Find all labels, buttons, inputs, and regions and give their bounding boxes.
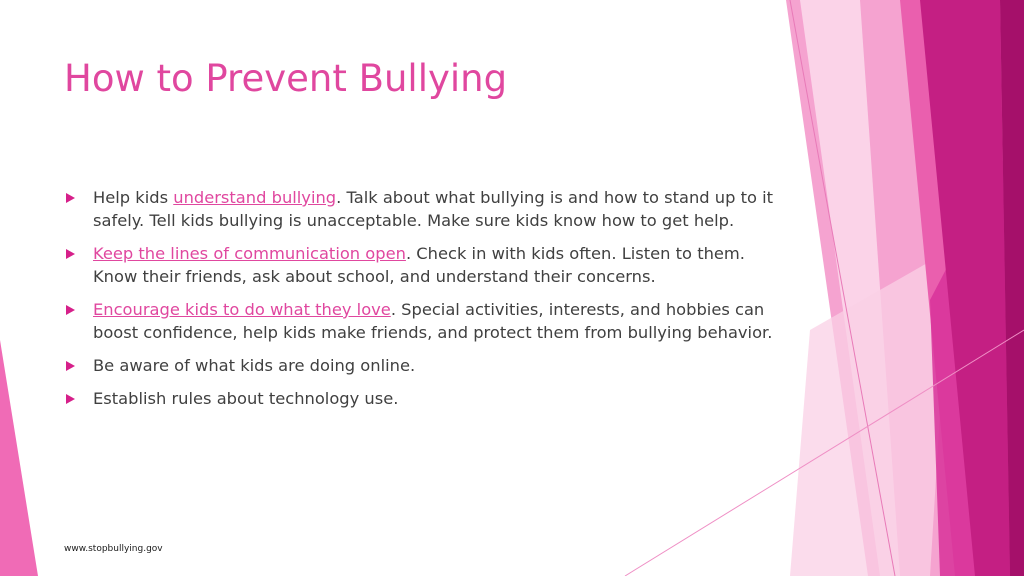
bullet-item [64,387,784,410]
bullet-text-after: . Talk about what bullying is and how to stand up to it safely. Tell kids bullying is unacceptable. Make sure kids know how to get help. [93,188,774,230]
link-keep-lines-of-communication-open[interactable]: Keep the lines of communication open [93,244,406,263]
triangle-bullet-icon [66,305,75,315]
bullet-text: Establish rules about technology use. [93,389,399,408]
footer-source: www.stopbullying.gov [64,544,163,554]
triangle-bullet-icon [66,361,75,371]
bullet-item [64,242,784,288]
left-edge-shape [0,340,38,576]
link-understand-bullying[interactable]: understand bullying [173,188,337,207]
bullet-text-after: . Check in with kids often. Listen to them. Know their friends, ask about school, and understand their concerns. [93,244,745,286]
bullet-item [64,186,784,232]
link-encourage-kids[interactable]: Encourage kids to do what they love [93,300,391,319]
bullet-text: Be aware of what kids are doing online. [93,356,416,375]
bullet-text-before: Help kids [93,188,174,207]
slide-title: How to Prevent Bullying [64,57,508,100]
bullet-text-after: . Special activities, interests, and hobbies can boost confidence, help kids make friends, and protect them from bullying behavior. [93,300,773,342]
triangle-bullet-icon [66,193,75,203]
bullet-list [64,186,784,420]
bullet-item [64,298,784,344]
triangle-bullet-icon [66,394,75,404]
bullet-item [64,354,784,377]
triangle-bullet-icon [66,249,75,259]
right-shape-pale-lower [790,250,950,576]
